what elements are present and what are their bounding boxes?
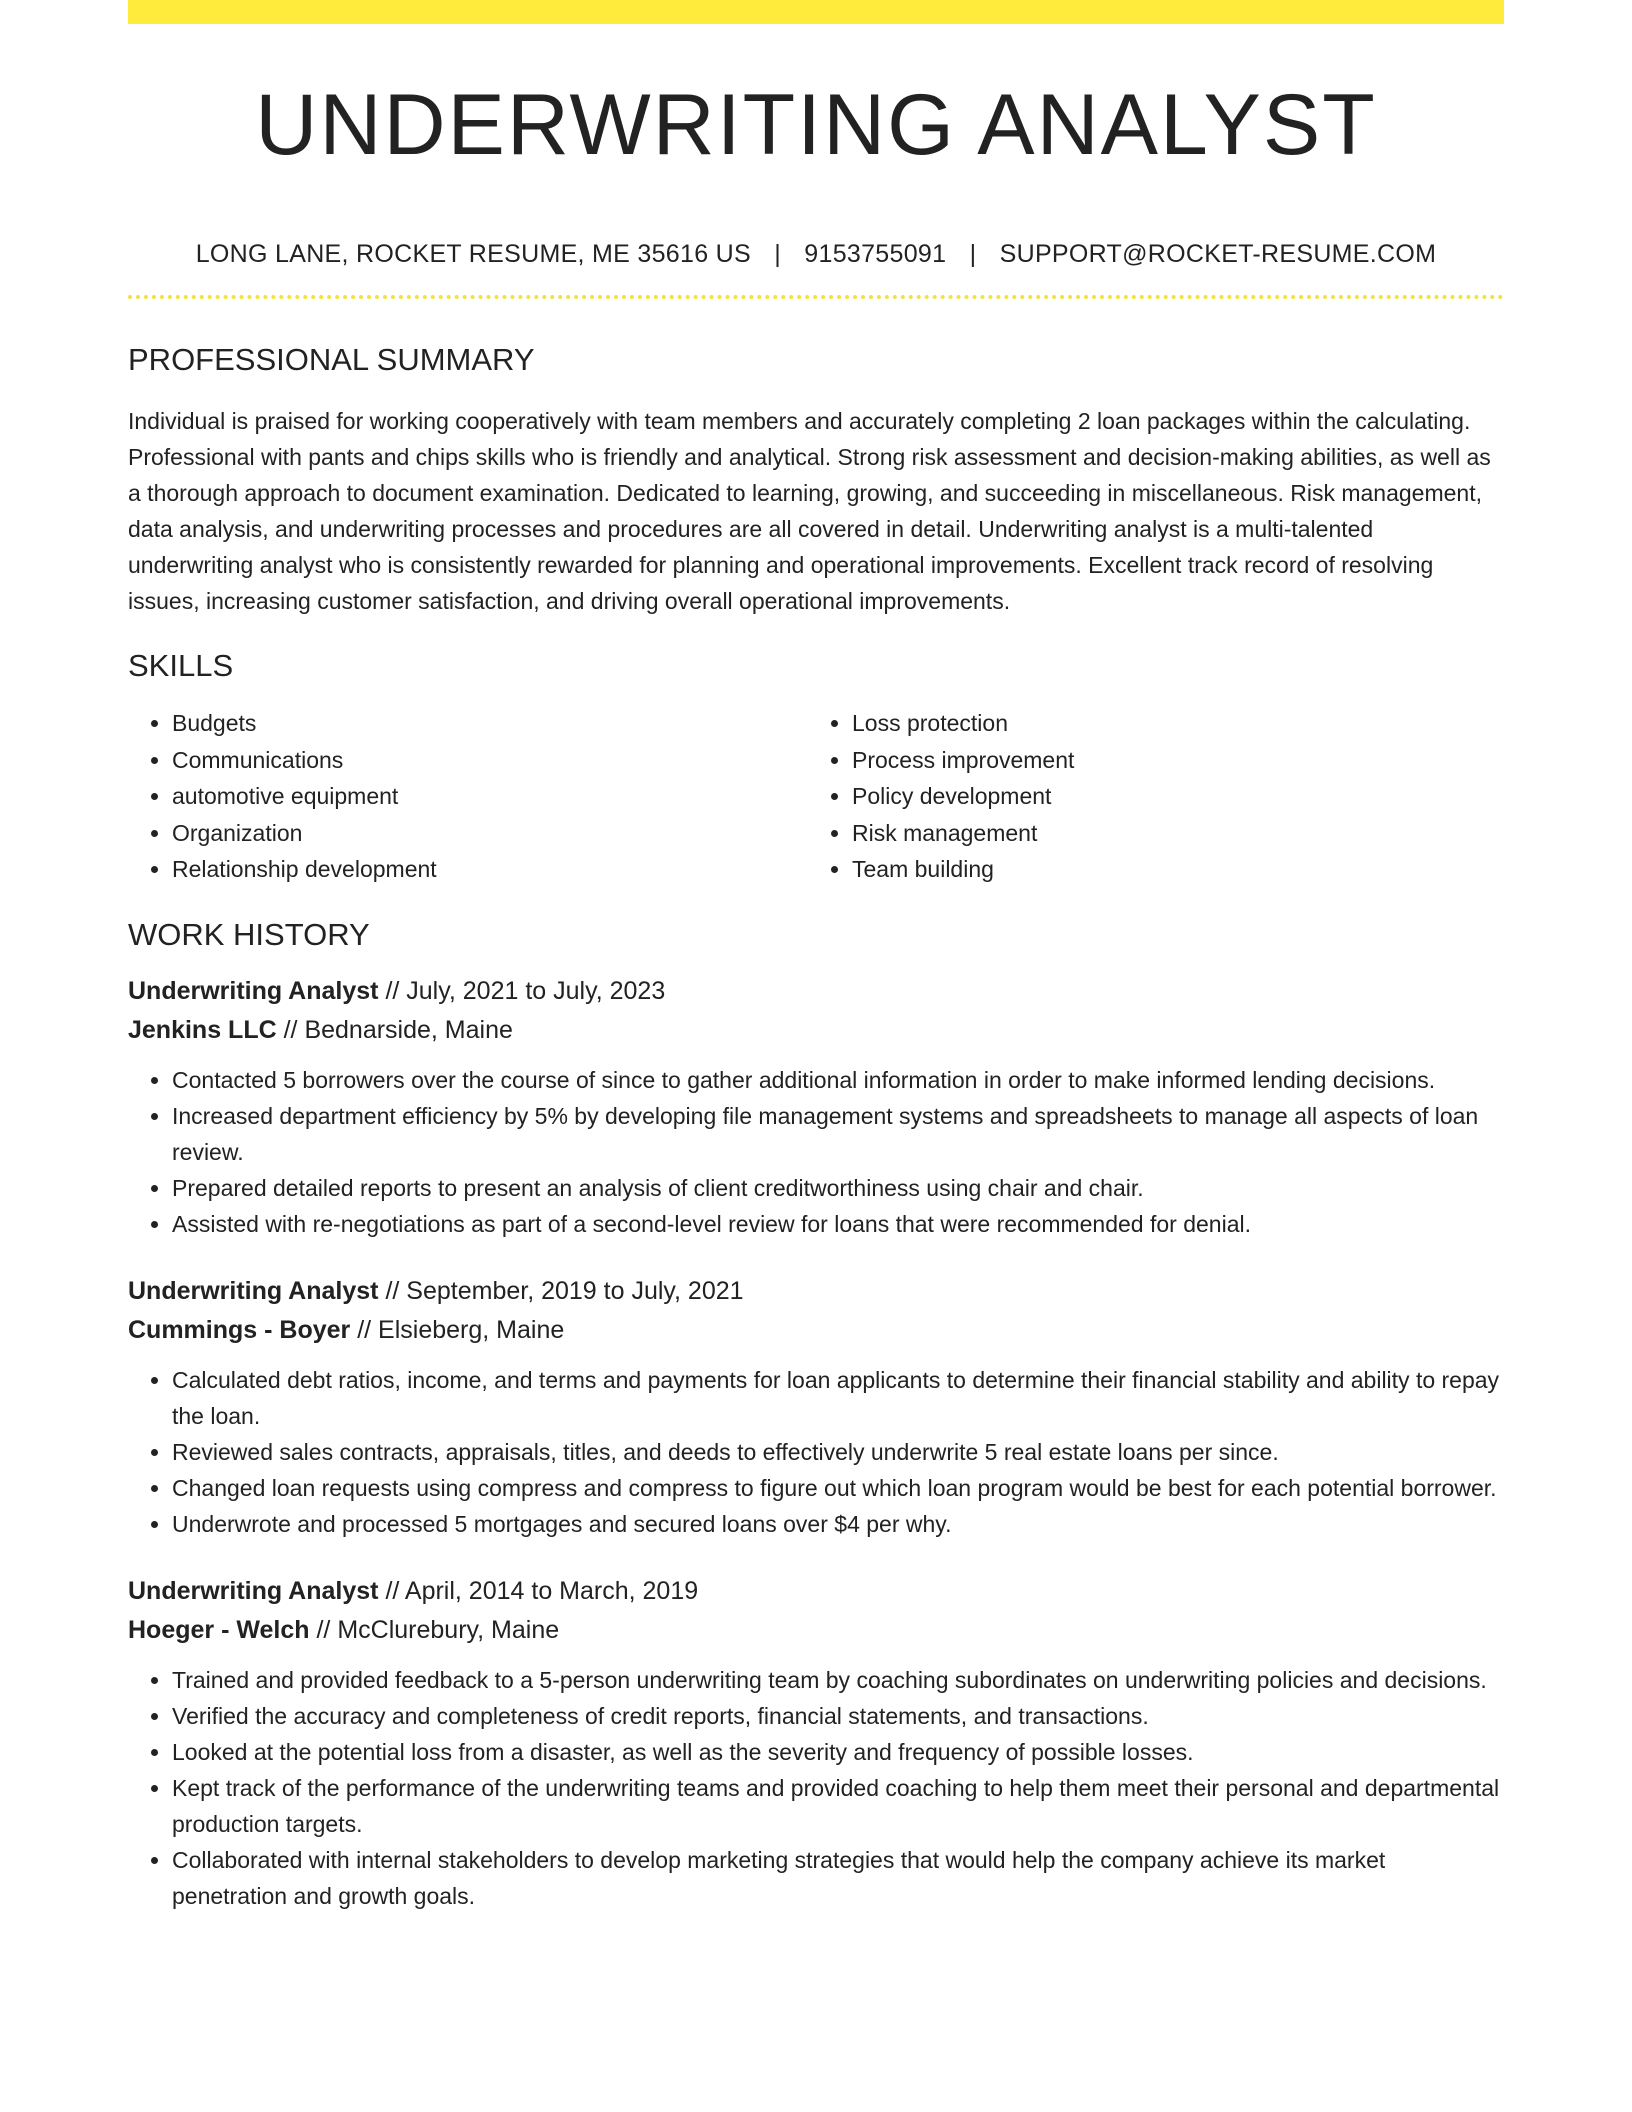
job-role: Underwriting Analyst	[128, 1276, 379, 1305]
resume-name: UNDERWRITING ANALYST	[255, 77, 1377, 173]
skills-column-right	[808, 705, 1488, 888]
job-entry	[128, 1272, 1504, 1542]
job-entry	[128, 1572, 1504, 1914]
job-bullet: • Looked at the potential loss from a disaster, as well as the severity and frequency of possible losses.	[172, 1734, 1504, 1770]
skill-item: • Risk management	[852, 815, 1488, 852]
job-company: Cummings - Boyer	[128, 1315, 351, 1344]
skill-item: • Budgets	[172, 705, 808, 742]
skill-item: • Team building	[852, 851, 1488, 888]
job-bullet: • Prepared detailed reports to present an analysis of client creditworthiness using chair and chair.	[172, 1170, 1504, 1206]
job-dates: // July, 2021 to July, 2023	[378, 976, 666, 1005]
job-bullets	[128, 1362, 1504, 1542]
job-title-line	[128, 1572, 1504, 1611]
skill-item: • Policy development	[852, 778, 1488, 815]
job-company-line	[128, 1311, 1504, 1350]
contact-line	[128, 240, 1504, 269]
job-company: Hoeger - Welch	[128, 1615, 310, 1644]
job-role: Underwriting Analyst	[128, 1576, 379, 1605]
contact-separator: |	[774, 240, 782, 268]
resume-page	[128, 0, 1504, 1914]
dotted-divider	[128, 295, 1504, 299]
job-bullet: • Verified the accuracy and completeness of credit reports, financial statements, and transactions.	[172, 1698, 1504, 1734]
job-bullet: • Contacted 5 borrowers over the course of since to gather additional information in order to make informed lending decisions.	[172, 1062, 1504, 1098]
skill-item: • Organization	[172, 815, 808, 852]
job-location: // Bednarside, Maine	[276, 1015, 513, 1044]
job-company: Jenkins LLC	[128, 1015, 277, 1044]
job-bullet: • Underwrote and processed 5 mortgages and secured loans over $4 per why.	[172, 1506, 1504, 1542]
job-dates: // September, 2019 to July, 2021	[378, 1276, 744, 1305]
job-title-line	[128, 1272, 1504, 1311]
job-entry	[128, 972, 1504, 1242]
job-bullet: • Reviewed sales contracts, appraisals, titles, and deeds to effectively underwrite 5 real estate loans per since.	[172, 1434, 1504, 1470]
job-role: Underwriting Analyst	[128, 976, 379, 1005]
job-title-line	[128, 972, 1504, 1011]
job-company-line	[128, 1011, 1504, 1050]
contact-email: SUPPORT@ROCKET-RESUME.COM	[999, 240, 1437, 268]
job-company-line	[128, 1611, 1504, 1650]
accent-bar	[128, 0, 1504, 24]
contact-address: LONG LANE, ROCKET RESUME, ME 35616 US	[195, 240, 751, 268]
job-location: // Elsieberg, Maine	[350, 1315, 565, 1344]
skill-item: • Communications	[172, 742, 808, 779]
job-bullet: • Collaborated with internal stakeholders to develop marketing strategies that would help the company achieve its market penetration and growth goals.	[172, 1842, 1504, 1914]
skills-list	[128, 705, 1504, 888]
job-bullets	[128, 1062, 1504, 1242]
job-bullets	[128, 1662, 1504, 1914]
job-dates: // April, 2014 to March, 2019	[378, 1576, 699, 1605]
skill-item: • Loss protection	[852, 705, 1488, 742]
contact-phone: 9153755091	[804, 240, 947, 268]
job-bullet: • Assisted with re-negotiations as part of a second-level review for loans that were recommended for denial.	[172, 1206, 1504, 1242]
job-bullet: • Trained and provided feedback to a 5-person underwriting team by coaching subordinates on underwriting policies and decisions.	[172, 1662, 1504, 1698]
job-bullet: • Increased department efficiency by 5% by developing file management systems and spreadsheets to manage all aspects of loan review.	[172, 1098, 1504, 1170]
summary-text: Individual is praised for working cooperatively with team members and accurately completing 2 loan packages within the calculating. Professional with pants and chips skills who is friendly and analytical. Strong risk assessment and decision-making abilities, as well as a thorough approach to document examination. Dedicated to learning, growing, and succeeding in miscellaneous. Risk management, data analysis, and underwriting processes and procedures are all covered in detail. Underwriting analyst is a multi-talented underwriting analyst who is consistently rewarded for planning and operational improvements. Excellent track record of resolving issues, increasing customer satisfaction, and driving overall operational improvements.	[128, 408, 1491, 615]
job-bullet: • Kept track of the performance of the underwriting teams and provided coaching to help them meet their personal and departmental production targets.	[172, 1770, 1504, 1842]
skill-item: • automotive equipment	[172, 778, 808, 815]
summary-heading: PROFESSIONAL SUMMARY	[128, 342, 535, 377]
work-history-heading: WORK HISTORY	[128, 916, 370, 952]
skills-heading: SKILLS	[128, 648, 234, 684]
skill-item: • Process improvement	[852, 742, 1488, 779]
job-location: // McClurebury, Maine	[309, 1615, 560, 1644]
skill-item: • Relationship development	[172, 851, 808, 888]
job-bullet: • Changed loan requests using compress and compress to figure out which loan program would be best for each potential borrower.	[172, 1470, 1504, 1506]
skills-column-left	[128, 705, 808, 888]
contact-separator: |	[969, 240, 977, 268]
job-bullet: • Calculated debt ratios, income, and terms and payments for loan applicants to determine their financial stability and ability to repay the loan.	[172, 1362, 1504, 1434]
